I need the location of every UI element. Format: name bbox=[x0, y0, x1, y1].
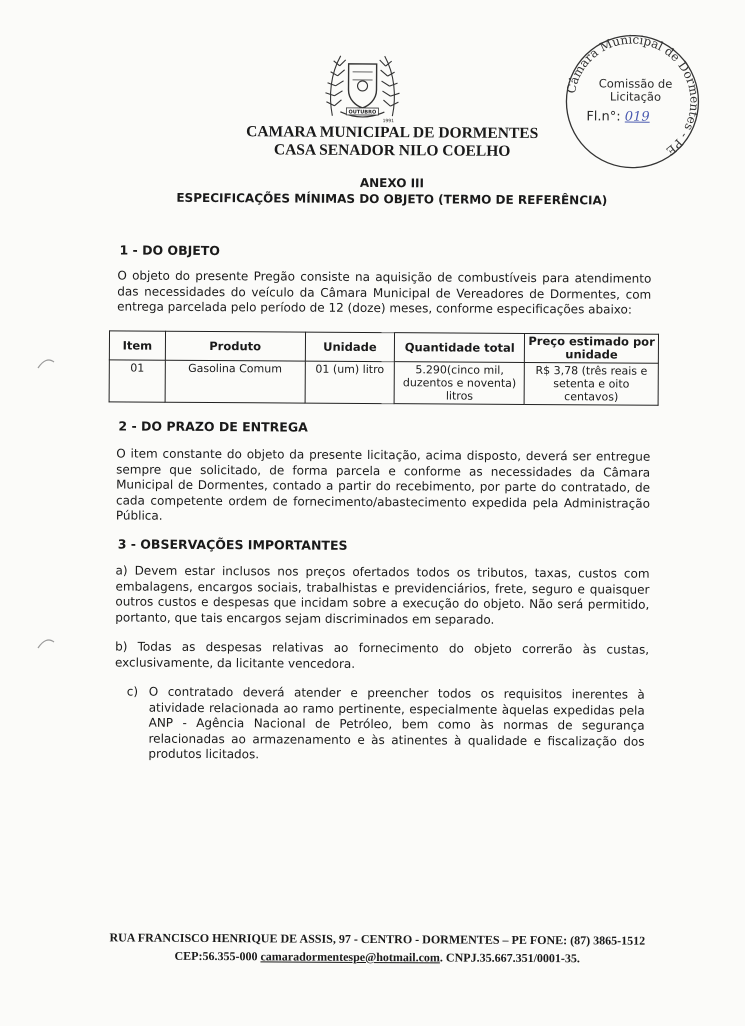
stamp-line-2: Licitação bbox=[609, 89, 662, 104]
table-cell: 5.290(cinco mil, duzentos e noventa) litros bbox=[395, 362, 525, 405]
section-3-item-c-label: c) bbox=[126, 684, 139, 699]
table-header-cell: Unidade bbox=[305, 332, 395, 362]
table-cell: Gasolina Comum bbox=[165, 360, 305, 403]
stamp-folio-number: 019 bbox=[624, 109, 650, 125]
table-cell: 01 (um) litro bbox=[305, 361, 395, 404]
section-3-item-b: b) Todas as despesas relativas ao fornecimento do objeto correrão às custas, exclusivamente, da licitante vencedora. bbox=[114, 639, 650, 671]
institution-house-name: CASA SENADOR NILO COELHO bbox=[273, 141, 511, 160]
footer-email-link[interactable]: camaradormentespe@hotmail.com bbox=[260, 949, 440, 965]
footer-address: RUA FRANCISCO HENRIQUE DE ASSIS, 97 - CENTRO - DORMENTES – PE FONE: (87) 3865-1512 bbox=[109, 930, 646, 948]
section-1-heading: 1 - DO OBJETO bbox=[119, 242, 221, 259]
table-header-row bbox=[109, 331, 658, 363]
footer-cnpj: . CNPJ.35.667.351/0001-35. bbox=[439, 950, 580, 966]
annex-subtitle: ESPECIFICAÇÕES MÍNIMAS DO OBJETO (TERMO DE REFERÊNCIA) bbox=[176, 190, 608, 208]
stamp-line-1: Comissão de bbox=[598, 76, 673, 91]
section-3-item-c: O contratado deverá atender e preencher todos os requisitos inerentes à atividade relacionada ao ramo pertinente, especialmente àquelas expedidas pela ANP - Agência Nacional de Petróleo, bem como às normas de segurança relacionadas ao armazenamento e às atinentes à qualidade e fiscalização dos produtos licitados. bbox=[148, 684, 645, 762]
institution-name: CAMARA MUNICIPAL DE DORMENTES bbox=[246, 123, 539, 143]
specification-table bbox=[109, 330, 659, 405]
footer-cep: CEP:56.355-000 bbox=[174, 948, 258, 964]
crest-year: 1991 bbox=[382, 119, 395, 125]
table-header-cell: Produto bbox=[165, 331, 305, 361]
punch-hole-mark-icon bbox=[36, 636, 56, 650]
table-header-cell: Item bbox=[109, 331, 165, 360]
section-2-text: O item constante do objeto da presente licitação, acima disposto, deverá ser entregue sempre que solicitado, de forma parcela e conforme as necessidades da Câmara Municipal de Dormentes, contado a partir do recebimento, por parte do contratado, de cada competente ordem de fornecimento/abastecimento expedida pela Administração Pública. bbox=[115, 446, 651, 523]
table-header-cell: Quantidade total bbox=[395, 333, 525, 363]
table-row bbox=[109, 360, 658, 405]
table-cell: 01 bbox=[109, 360, 165, 402]
punch-hole-mark-icon bbox=[36, 356, 56, 370]
section-2-heading: 2 - DO PRAZO DE ENTREGA bbox=[118, 418, 308, 435]
section-1-text: O objeto do presente Pregão consiste na aquisição de combustíveis para atendimento das necessidades do veículo da Câmara Municipal de Vereadores de Dormentes, com entrega parcelada pelo período de 12 (doze) meses, conforme especificações abaixo: bbox=[117, 268, 652, 317]
municipal-crest-icon bbox=[318, 46, 406, 129]
table-cell: R$ 3,78 (três reais e setenta e oito centavos) bbox=[524, 362, 658, 405]
crest-banner-text: OUTUBRO bbox=[348, 109, 377, 116]
annex-title: ANEXO III bbox=[359, 175, 425, 191]
stamp-folio bbox=[586, 109, 686, 125]
footer-contact bbox=[57, 948, 697, 967]
table-header-cell: Preço estimado por unidade bbox=[525, 333, 659, 363]
stamp-label bbox=[590, 77, 680, 104]
section-3-heading: 3 - OBSERVAÇÕES IMPORTANTES bbox=[117, 536, 348, 553]
section-3-item-a: a) Devem estar inclusos nos preços ofertados todos os tributos, taxas, custos com embalagens, encargos sociais, trabalhistas e previdenciários, frete, seguro e quaisquer outros custos e despesas que incidam sobre a execução do objeto. Não será permitido, portanto, que tais encargos sejam discriminados em separado. bbox=[115, 563, 650, 627]
stamp-ring-text: Câmara Municipal de Dormentes - PE bbox=[564, 32, 702, 159]
stamp-folio-label: Fl.n°: bbox=[586, 109, 621, 125]
